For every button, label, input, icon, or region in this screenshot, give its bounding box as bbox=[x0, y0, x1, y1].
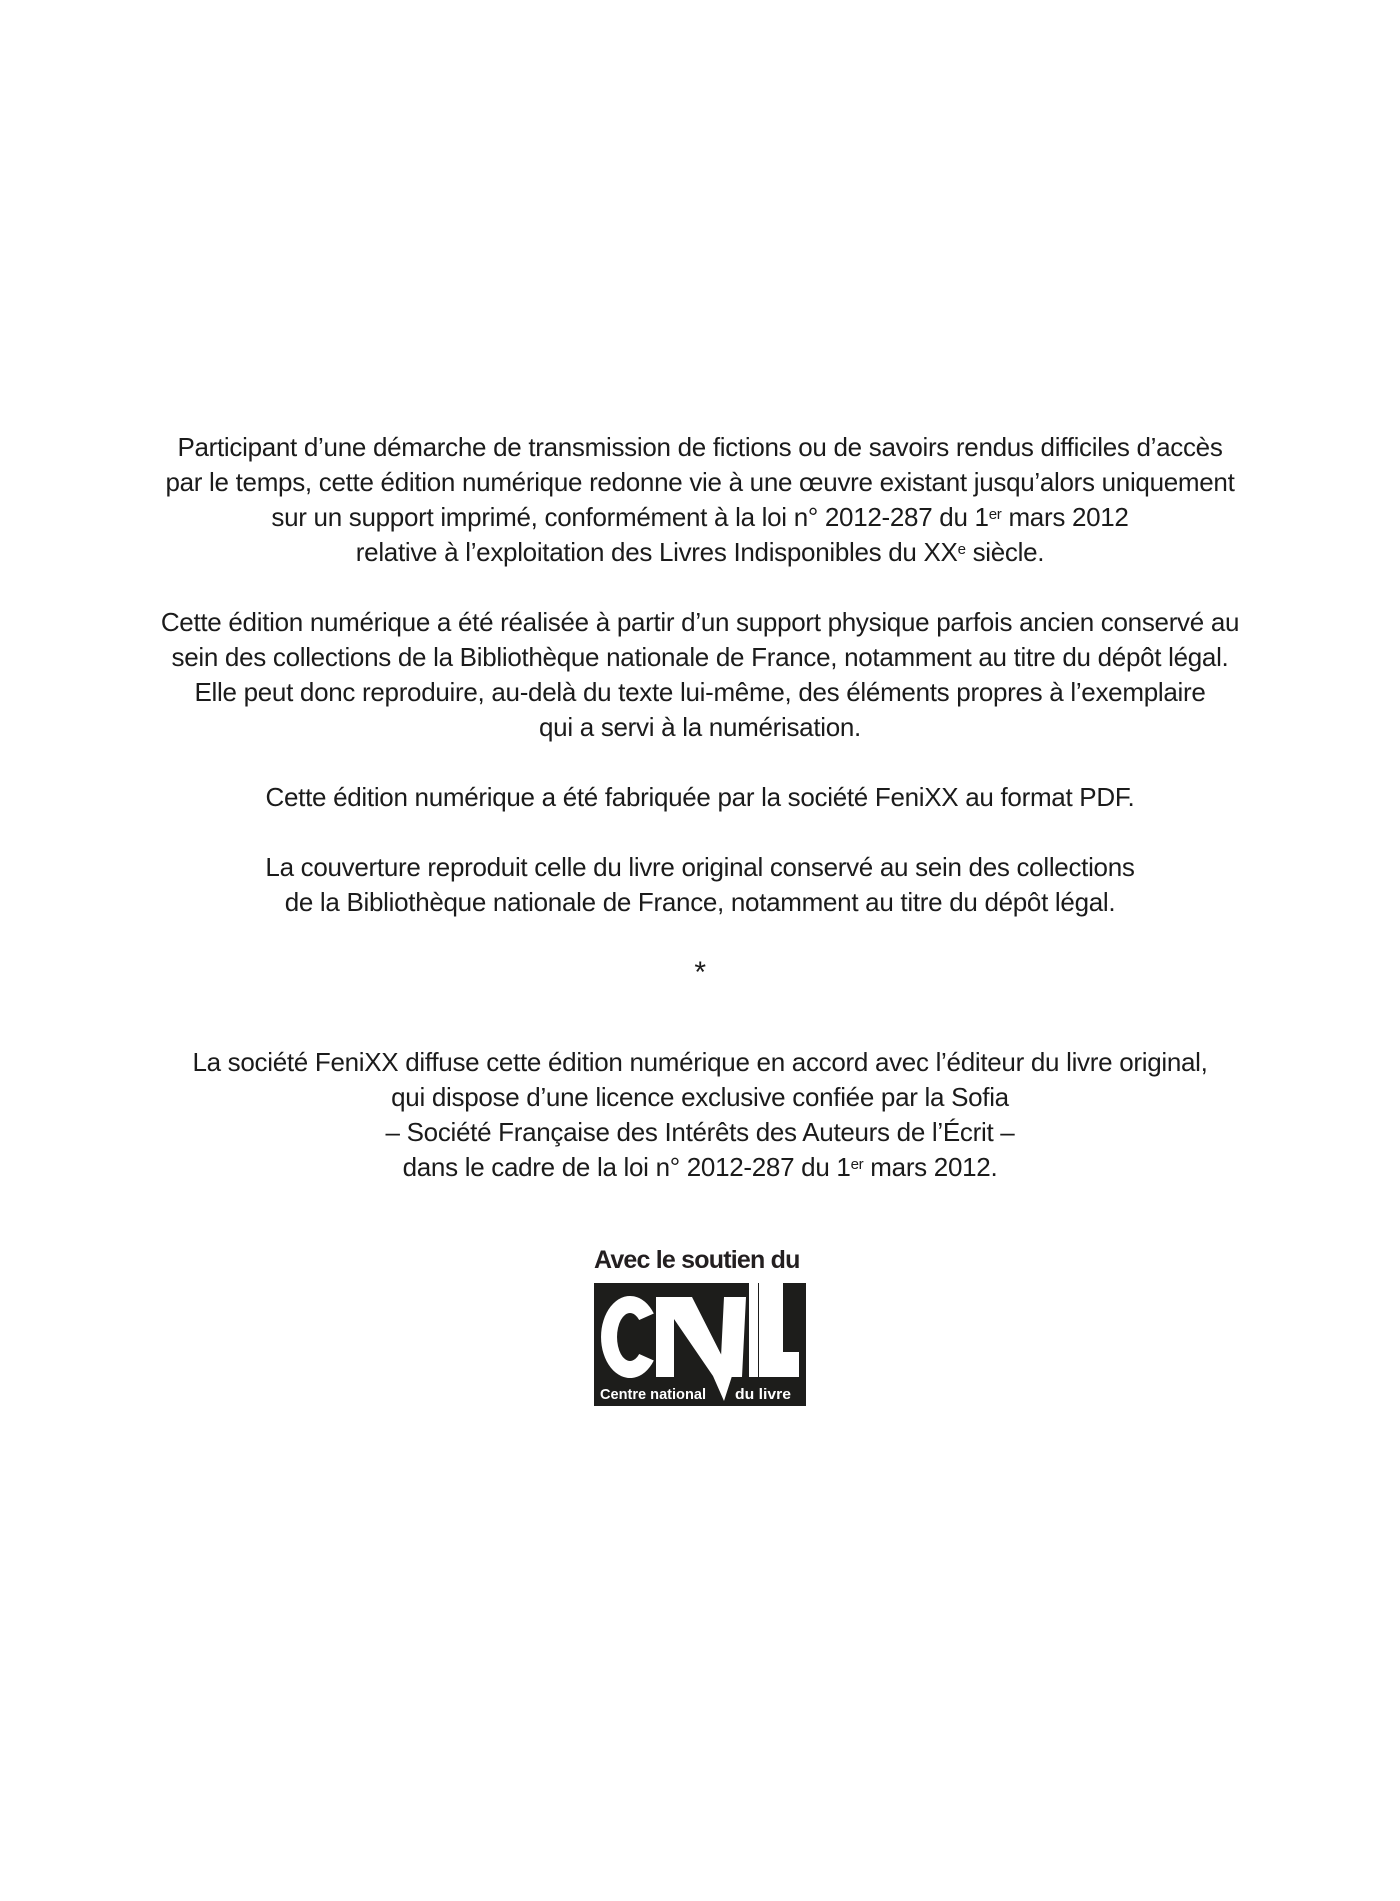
logo-caption-right: du livre bbox=[735, 1386, 791, 1403]
paragraph-diffusion-notice bbox=[0, 1045, 1400, 1185]
body-paragraphs bbox=[0, 430, 1400, 1185]
text-line: La société FeniXX diffuse cette édition numérique en accord avec l’éditeur du livre original, bbox=[192, 1047, 1208, 1077]
text-line: dans le cadre de la loi n° 2012-287 du 1er mars 2012. bbox=[402, 1152, 998, 1182]
paragraph-fenixx-format-notice bbox=[0, 780, 1400, 815]
support-label: Avec le soutien du bbox=[594, 1246, 800, 1274]
logo-caption-left: Centre national bbox=[600, 1386, 706, 1403]
text-line: sur un support imprimé, conformément à la loi n° 2012-287 du 1er mars 2012 bbox=[271, 502, 1129, 532]
paragraph-cover-notice bbox=[0, 850, 1400, 920]
text-line: Cette édition numérique a été fabriquée par la société FeniXX au format PDF. bbox=[265, 782, 1135, 812]
support-section bbox=[594, 1245, 806, 1406]
text-line: – Société Française des Intérêts des Auteurs de l’Écrit – bbox=[385, 1117, 1015, 1147]
text-line: de la Bibliothèque nationale de France, notamment au titre du dépôt légal. bbox=[284, 887, 1116, 917]
text-line: Elle peut donc reproduire, au-delà du texte lui-même, des éléments propres à l’exemplaire bbox=[194, 677, 1206, 707]
text-line: qui dispose d’une licence exclusive confiée par la Sofia bbox=[391, 1082, 1009, 1112]
text-line: La couverture reproduit celle du livre original conservé au sein des collections bbox=[265, 852, 1135, 882]
text-line: qui a servi à la numérisation. bbox=[539, 712, 861, 742]
text-line: * bbox=[694, 956, 706, 989]
paragraph-transmission-notice bbox=[0, 430, 1400, 570]
cnl-logo bbox=[594, 1283, 806, 1406]
text-line: relative à l’exploitation des Livres Indisponibles du XXe siècle. bbox=[355, 537, 1045, 567]
text-line: par le temps, cette édition numérique redonne vie à une œuvre existant jusqu’alors uniquement bbox=[165, 467, 1235, 497]
text-line: sein des collections de la Bibliothèque nationale de France, notamment au titre du dépôt légal. bbox=[171, 642, 1229, 672]
text-line: Participant d’une démarche de transmission de fictions ou de savoirs rendus difficiles d’accès bbox=[177, 432, 1223, 462]
text-line: Cette édition numérique a été réalisée à partir d’un support physique parfois ancien conservé au bbox=[160, 607, 1240, 637]
paragraph-bnf-source-notice bbox=[0, 605, 1400, 745]
logo-divider bbox=[749, 1283, 758, 1377]
paragraph-separator bbox=[0, 955, 1400, 990]
